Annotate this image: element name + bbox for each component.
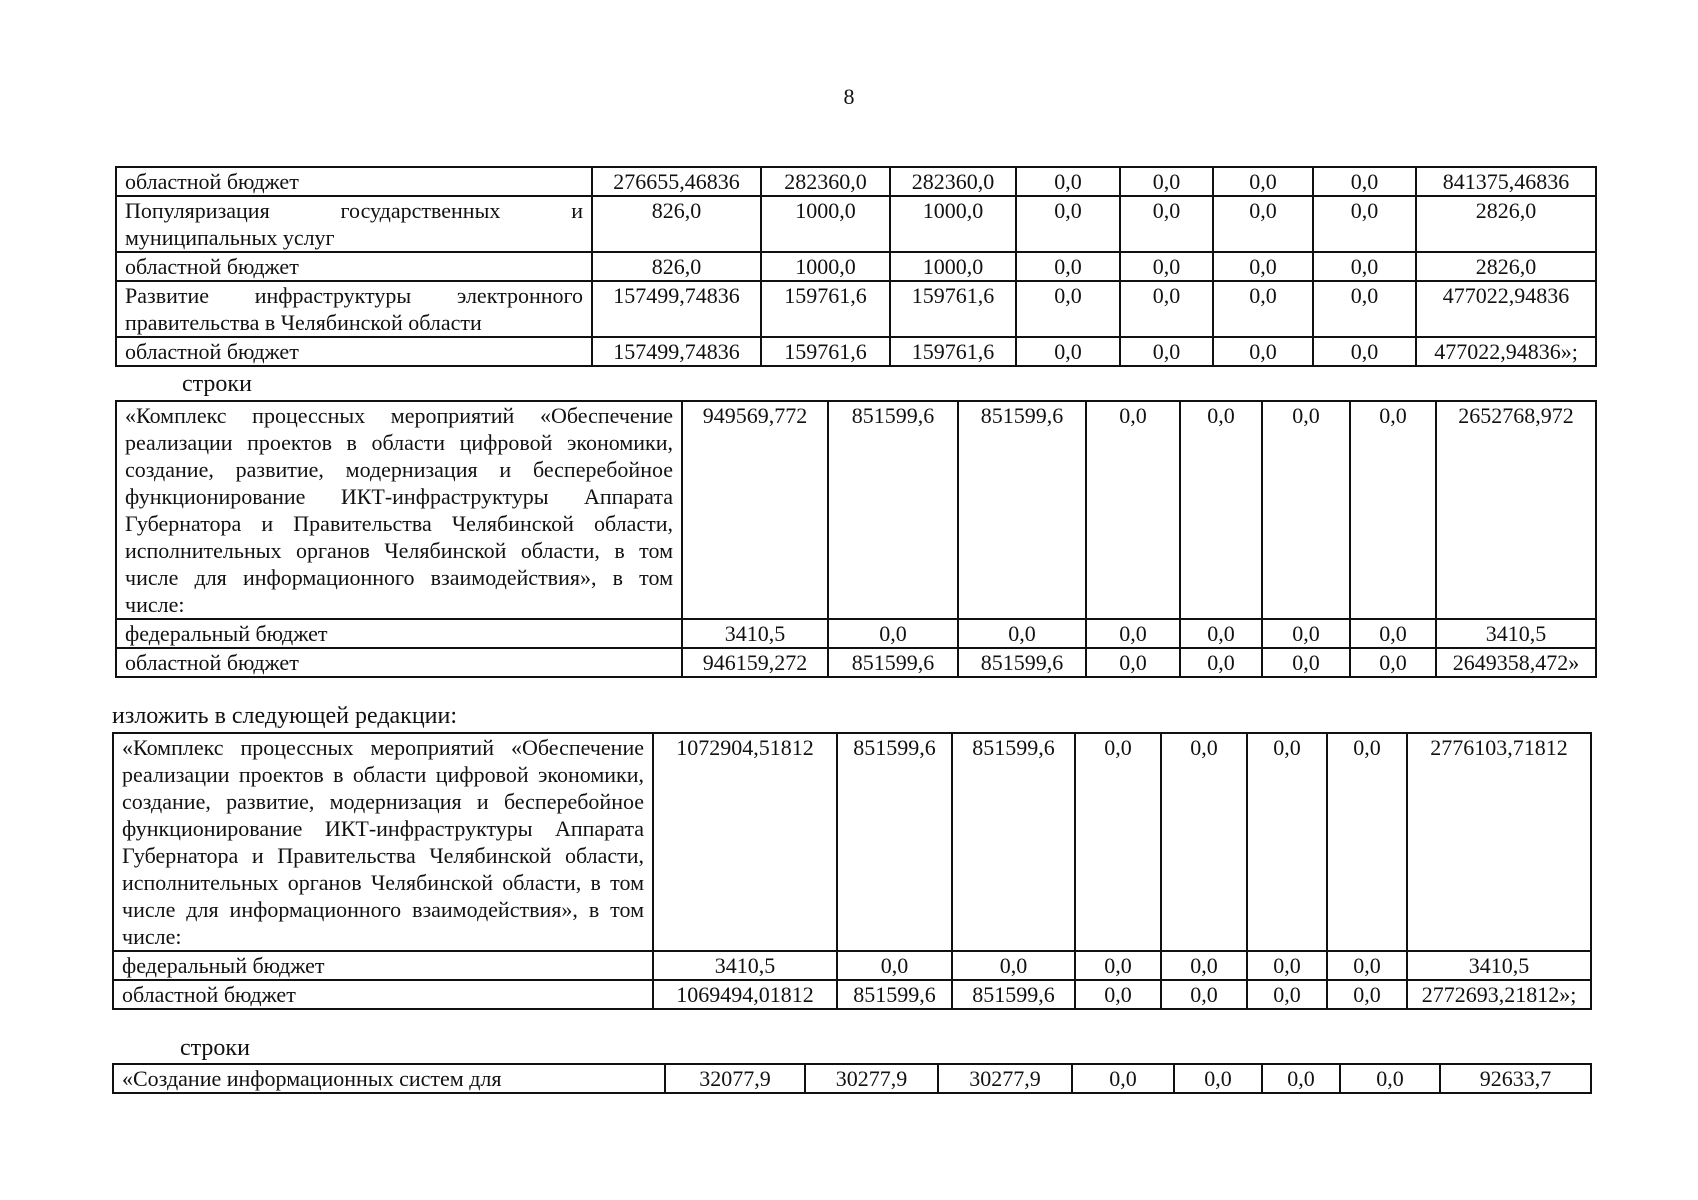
value-cell: 1072904,51812: [653, 733, 837, 951]
budget-table-2: [115, 400, 1597, 678]
section-heading: строки: [182, 371, 252, 397]
table-row: [113, 733, 1591, 951]
value-cell: 0,0: [958, 619, 1086, 648]
row-label-cell: федеральный бюджет: [113, 951, 653, 980]
value-cell: 0,0: [1340, 1064, 1440, 1093]
value-cell: 32077,9: [665, 1064, 805, 1093]
table-row: [116, 252, 1596, 281]
value-cell: 0,0: [1247, 980, 1327, 1009]
value-cell: 0,0: [1262, 648, 1350, 677]
value-cell: 0,0: [828, 619, 958, 648]
table-body: [113, 733, 1591, 1009]
value-cell: 2652768,972: [1436, 401, 1596, 619]
value-cell: 0,0: [1075, 980, 1161, 1009]
value-cell: 159761,6: [761, 337, 890, 366]
value-cell: 851599,6: [837, 980, 952, 1009]
value-cell: 92633,7: [1440, 1064, 1591, 1093]
value-cell: 0,0: [1262, 401, 1350, 619]
value-cell: 0,0: [1350, 401, 1436, 619]
value-cell: 0,0: [1247, 733, 1327, 951]
value-cell: 282360,0: [890, 167, 1016, 196]
value-cell: 0,0: [1350, 619, 1436, 648]
section-heading: изложить в следующей редакции:: [112, 703, 458, 729]
row-label-cell: областной бюджет: [116, 167, 592, 196]
budget-table-4: [112, 1063, 1592, 1094]
value-cell: 1000,0: [890, 196, 1016, 252]
value-cell: 2826,0: [1416, 252, 1596, 281]
value-cell: 851599,6: [958, 401, 1086, 619]
value-cell: 2649358,472»: [1436, 648, 1596, 677]
value-cell: 0,0: [1120, 167, 1213, 196]
table-row: [116, 619, 1596, 648]
table-body: [116, 167, 1596, 366]
value-cell: 0,0: [1180, 648, 1262, 677]
table-row: [116, 337, 1596, 366]
value-cell: 159761,6: [890, 337, 1016, 366]
value-cell: 0,0: [1016, 337, 1120, 366]
value-cell: 0,0: [1120, 281, 1213, 337]
value-cell: 0,0: [1213, 167, 1313, 196]
row-label-cell: областной бюджет: [113, 980, 653, 1009]
row-label-cell: Популяризация государственных и муниципальных услуг: [116, 196, 592, 252]
value-cell: 0,0: [1247, 951, 1327, 980]
row-label-cell: «Комплекс процессных мероприятий «Обеспечение реализации проектов в области цифровой экономики, создание, развитие, модернизация и бесперебойное функционирование ИКТ-инфраструктуры Аппарата Губернатора и Правительства Челябинской области, исполнительных органов Челябинской области, в том числе для информационного взаимодействия», в том числе:: [116, 401, 682, 619]
value-cell: 0,0: [1262, 619, 1350, 648]
value-cell: 0,0: [952, 951, 1075, 980]
value-cell: 0,0: [1120, 337, 1213, 366]
value-cell: 276655,46836: [592, 167, 761, 196]
table-row: [116, 167, 1596, 196]
value-cell: 3410,5: [1436, 619, 1596, 648]
value-cell: 946159,272: [682, 648, 828, 677]
row-label-cell: областной бюджет: [116, 648, 682, 677]
budget-table-3: [112, 732, 1592, 1010]
budget-table-1: [115, 166, 1597, 367]
value-cell: 2776103,71812: [1407, 733, 1591, 951]
value-cell: 0,0: [1213, 281, 1313, 337]
value-cell: 157499,74836: [592, 337, 761, 366]
page-number: 8: [843, 84, 855, 109]
value-cell: 0,0: [1075, 951, 1161, 980]
section-heading: строки: [180, 1035, 250, 1061]
value-cell: 826,0: [592, 252, 761, 281]
table-row: [113, 1064, 1591, 1093]
value-cell: 157499,74836: [592, 281, 761, 337]
value-cell: 30277,9: [805, 1064, 938, 1093]
value-cell: 841375,46836: [1416, 167, 1596, 196]
value-cell: 0,0: [1016, 196, 1120, 252]
value-cell: 826,0: [592, 196, 761, 252]
value-cell: 0,0: [1262, 1064, 1340, 1093]
value-cell: 282360,0: [761, 167, 890, 196]
value-cell: 2772693,21812»;: [1407, 980, 1591, 1009]
value-cell: 0,0: [1086, 619, 1180, 648]
value-cell: 3410,5: [653, 951, 837, 980]
value-cell: 0,0: [1072, 1064, 1174, 1093]
value-cell: 0,0: [1313, 337, 1416, 366]
table-row: [116, 196, 1596, 252]
value-cell: 851599,6: [837, 733, 952, 951]
value-cell: 0,0: [1180, 619, 1262, 648]
value-cell: 0,0: [1180, 401, 1262, 619]
value-cell: 159761,6: [761, 281, 890, 337]
value-cell: 3410,5: [682, 619, 828, 648]
value-cell: 851599,6: [828, 648, 958, 677]
value-cell: 0,0: [1327, 951, 1407, 980]
value-cell: 2826,0: [1416, 196, 1596, 252]
value-cell: 0,0: [1086, 648, 1180, 677]
value-cell: 0,0: [1016, 167, 1120, 196]
value-cell: 0,0: [1313, 167, 1416, 196]
value-cell: 0,0: [1213, 196, 1313, 252]
value-cell: 477022,94836»;: [1416, 337, 1596, 366]
table-row: [116, 648, 1596, 677]
table-row: [116, 401, 1596, 619]
value-cell: 0,0: [1313, 196, 1416, 252]
value-cell: 0,0: [837, 951, 952, 980]
value-cell: 851599,6: [958, 648, 1086, 677]
value-cell: 0,0: [1313, 281, 1416, 337]
value-cell: 1000,0: [761, 196, 890, 252]
value-cell: 0,0: [1313, 252, 1416, 281]
table-body: [113, 1064, 1591, 1093]
value-cell: 0,0: [1327, 733, 1407, 951]
value-cell: 0,0: [1161, 733, 1247, 951]
value-cell: 0,0: [1120, 196, 1213, 252]
value-cell: 851599,6: [828, 401, 958, 619]
row-label-cell: федеральный бюджет: [116, 619, 682, 648]
row-label-cell: областной бюджет: [116, 252, 592, 281]
table-body: [116, 401, 1596, 677]
row-label-cell: «Комплекс процессных мероприятий «Обеспечение реализации проектов в области цифровой экономики, создание, развитие, модернизация и бесперебойное функционирование ИКТ-инфраструктуры Аппарата Губернатора и Правительства Челябинской области, исполнительных органов Челябинской области, в том числе для информационного взаимодействия», в том числе:: [113, 733, 653, 951]
value-cell: 0,0: [1213, 337, 1313, 366]
value-cell: 0,0: [1350, 648, 1436, 677]
row-label-cell: «Создание информационных систем для: [113, 1064, 665, 1093]
value-cell: 1069494,01812: [653, 980, 837, 1009]
value-cell: 159761,6: [890, 281, 1016, 337]
value-cell: 0,0: [1213, 252, 1313, 281]
value-cell: 0,0: [1327, 980, 1407, 1009]
row-label-cell: Развитие инфраструктуры электронного правительства в Челябинской области: [116, 281, 592, 337]
value-cell: 851599,6: [952, 980, 1075, 1009]
value-cell: 0,0: [1016, 252, 1120, 281]
table-row: [113, 980, 1591, 1009]
value-cell: 0,0: [1161, 980, 1247, 1009]
table-row: [113, 951, 1591, 980]
value-cell: 0,0: [1016, 281, 1120, 337]
value-cell: 0,0: [1161, 951, 1247, 980]
value-cell: 0,0: [1174, 1064, 1262, 1093]
value-cell: 0,0: [1086, 401, 1180, 619]
table-row: [116, 281, 1596, 337]
row-label-cell: областной бюджет: [116, 337, 592, 366]
value-cell: 477022,94836: [1416, 281, 1596, 337]
value-cell: 3410,5: [1407, 951, 1591, 980]
value-cell: 1000,0: [761, 252, 890, 281]
value-cell: 30277,9: [938, 1064, 1072, 1093]
value-cell: 1000,0: [890, 252, 1016, 281]
value-cell: 851599,6: [952, 733, 1075, 951]
value-cell: 0,0: [1075, 733, 1161, 951]
value-cell: 949569,772: [682, 401, 828, 619]
value-cell: 0,0: [1120, 252, 1213, 281]
